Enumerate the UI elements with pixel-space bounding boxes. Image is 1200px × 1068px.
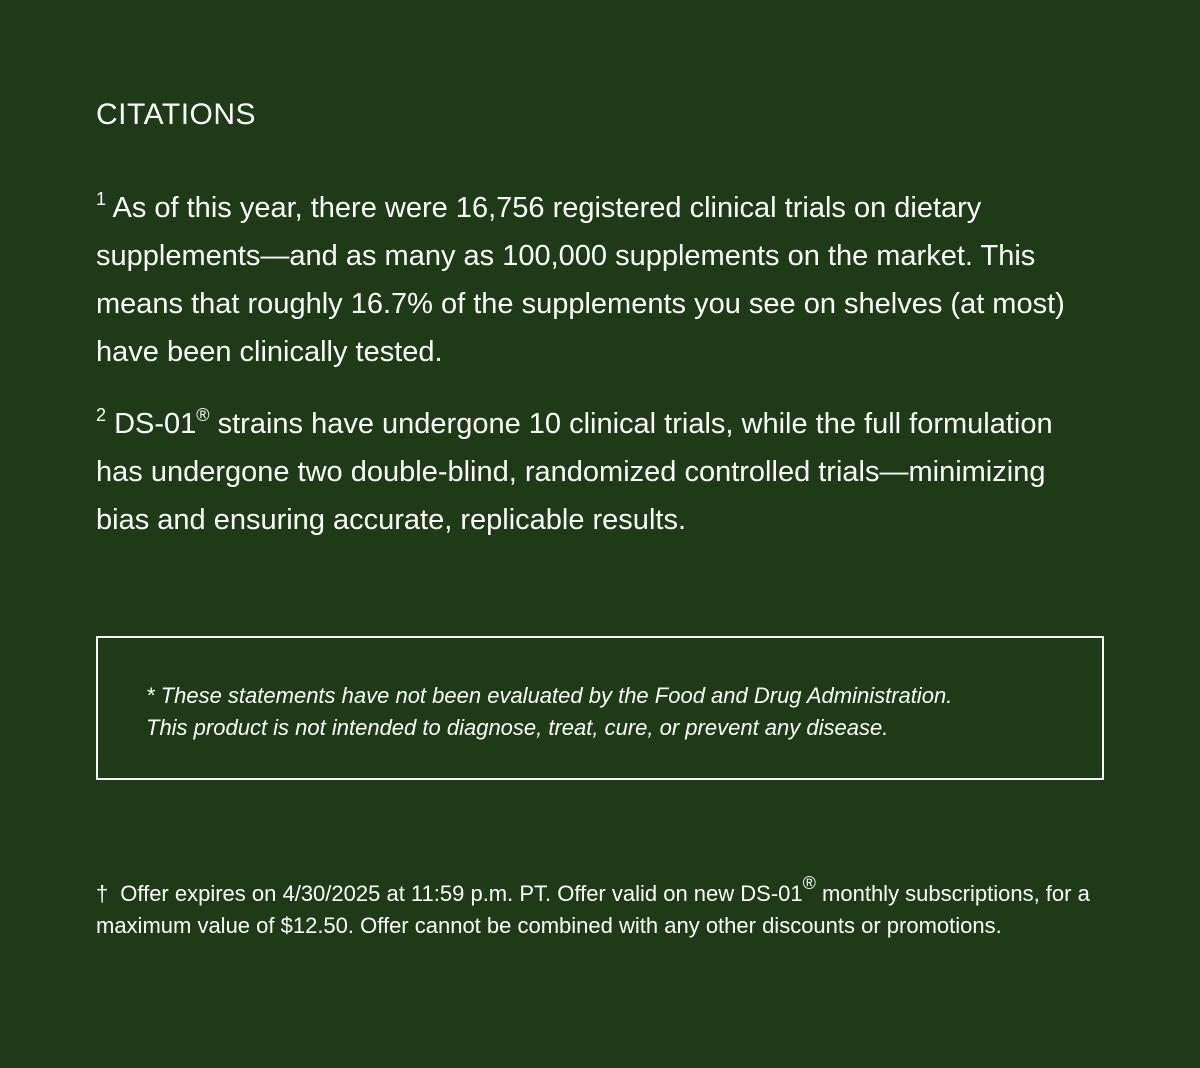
offer-terms-text-1: Offer expires on 4/30/2025 at 11:59 p.m. PT. Offer valid on new DS-01 xyxy=(120,881,803,906)
fda-disclaimer-line-1: * These statements have not been evaluated by the Food and Drug Administration. xyxy=(146,683,953,708)
offer-terms xyxy=(96,873,1096,942)
fda-disclaimer xyxy=(146,680,1046,744)
citations-heading: CITATIONS xyxy=(96,98,257,131)
fda-disclaimer-box xyxy=(96,636,1104,780)
citation-1 xyxy=(96,184,1106,376)
citation-2 xyxy=(96,400,1106,544)
citation-1-text: As of this year, there were 16,756 registered clinical trials on dietary supplements—and as many as 100,000 supplements on the market. This means that roughly 16.7% of the supplements you see on shelves (at most) have been clinically tested. xyxy=(96,192,1065,368)
fda-disclaimer-line-2: This product is not intended to diagnose, treat, cure, or prevent any disease. xyxy=(146,715,889,740)
offer-terms-text-2: monthly subscriptions, for a maximum value of $12.50. Offer cannot be combined with any other discounts or promotions. xyxy=(96,881,1090,938)
citation-1-marker: 1 xyxy=(96,189,107,209)
dagger-mark: † xyxy=(96,881,109,906)
citation-2-product: DS-01 xyxy=(114,408,197,440)
citation-2-text: strains have undergone 10 clinical trials, while the full formulation has undergone two double-blind, randomized controlled trials—minimizing bias and ensuring accurate, replicable results. xyxy=(96,408,1053,536)
registered-mark: ® xyxy=(196,405,210,425)
offer-registered-mark: ® xyxy=(802,873,816,893)
citation-2-marker: 2 xyxy=(96,405,107,425)
